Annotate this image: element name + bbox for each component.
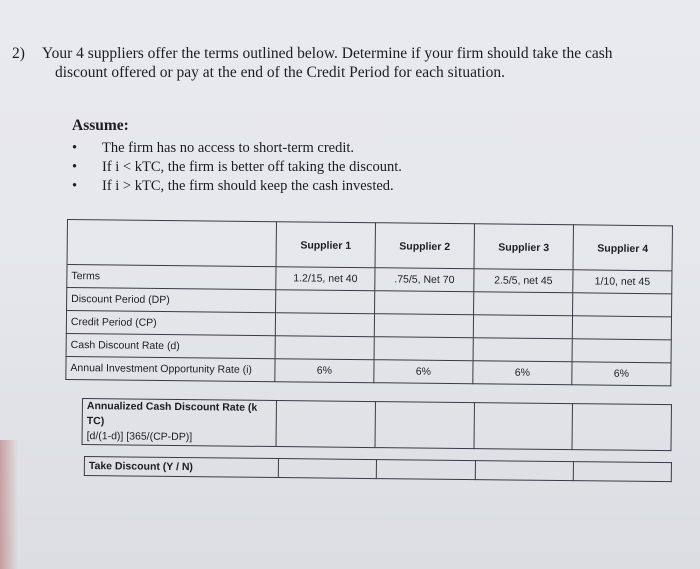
- assumption-text: If i < kTC, the firm is better off taking the discount.: [102, 159, 402, 175]
- supplier-4-terms: 1/10, net 45: [573, 270, 672, 294]
- page-edge-shadow: [0, 440, 18, 569]
- annualized-rate-formula: [d/(1-d)] [365/(CP-DP)]: [86, 430, 193, 444]
- take-discount-label: [84, 457, 278, 478]
- annualized-rate-label: [82, 399, 276, 447]
- answer-cell[interactable]: [275, 336, 374, 360]
- annualized-rate-table: [82, 398, 672, 451]
- take-discount-title: Take Discount (Y / N): [88, 460, 193, 474]
- table-header-row: [67, 220, 672, 271]
- supplier-2-header: [375, 223, 474, 269]
- supplier-1-terms: 1.2/15, net 40: [276, 267, 375, 291]
- row-label-cash-discount-rate: Cash Discount Rate (d): [66, 333, 275, 358]
- answer-cell[interactable]: [276, 290, 375, 314]
- supplier-2-terms: .75/5, Net 70: [375, 268, 474, 292]
- assumption-text: The firm has no access to short-term credit.: [102, 140, 355, 156]
- question-text-line-2: discount offered or pay at the end of the Credit Period for each situation.: [55, 64, 505, 81]
- supplier-2-rate: 6%: [374, 360, 473, 384]
- supplier-1-header: [276, 222, 375, 268]
- header-blank-cell: [67, 220, 276, 267]
- row-label-terms: Terms: [67, 265, 276, 290]
- question-number: 2): [12, 45, 25, 62]
- supplier-3-terms: 2.5/5, net 45: [474, 269, 573, 293]
- take-discount-table: [84, 456, 672, 482]
- supplier-4-header: [573, 225, 672, 271]
- answer-cell[interactable]: [473, 315, 572, 339]
- supplier-1-name: Supplier 1: [300, 239, 352, 252]
- answer-cell[interactable]: [474, 292, 573, 316]
- answer-cell[interactable]: [374, 314, 473, 338]
- answer-cell[interactable]: [275, 313, 374, 337]
- supplier-2-name: Supplier 2: [399, 240, 451, 254]
- answer-cell[interactable]: [573, 462, 671, 482]
- annualized-rate-title: Annualized Cash Discount Rate (k TC): [86, 400, 258, 428]
- supplier-4-rate: 6%: [572, 362, 671, 386]
- answer-cell[interactable]: [375, 402, 474, 449]
- answer-cell[interactable]: [572, 404, 671, 451]
- answer-cell[interactable]: [473, 338, 572, 362]
- table-row: [66, 356, 671, 385]
- row-label-credit-period: Credit Period (CP): [66, 311, 275, 336]
- supplier-3-header: [474, 224, 573, 270]
- answer-cell[interactable]: [573, 293, 672, 317]
- bullet-icon: •: [72, 178, 78, 194]
- table-row: [82, 399, 671, 451]
- supplier-1-rate: 6%: [275, 359, 374, 383]
- answer-cell[interactable]: [276, 401, 375, 448]
- answer-cell[interactable]: [572, 316, 671, 340]
- supplier-3-name: Supplier 3: [498, 241, 550, 255]
- answer-cell[interactable]: [278, 459, 376, 479]
- row-label-annual-investment-rate: Annual Investment Opportunity Rate (i): [66, 356, 275, 381]
- answer-cell[interactable]: [374, 337, 473, 361]
- supplier-4-name: Supplier 4: [597, 242, 649, 256]
- assume-heading: Assume:: [72, 117, 129, 134]
- answer-cell[interactable]: [375, 291, 474, 315]
- bullet-icon: •: [72, 159, 78, 175]
- row-label-discount-period: Discount Period (DP): [67, 288, 276, 313]
- question-text-line-1: Your 4 suppliers offer the terms outlined below. Determine if your firm should take the cash: [42, 45, 613, 62]
- supplier-terms-table: [65, 219, 673, 386]
- table-row: [84, 457, 671, 482]
- answer-cell[interactable]: [377, 460, 475, 480]
- answer-cell[interactable]: [473, 403, 572, 450]
- answer-cell[interactable]: [475, 461, 573, 481]
- bullet-icon: •: [72, 140, 78, 156]
- assumption-text: If i > kTC, the firm should keep the cash invested.: [102, 178, 394, 194]
- answer-cell[interactable]: [572, 339, 671, 363]
- supplier-3-rate: 6%: [473, 361, 572, 385]
